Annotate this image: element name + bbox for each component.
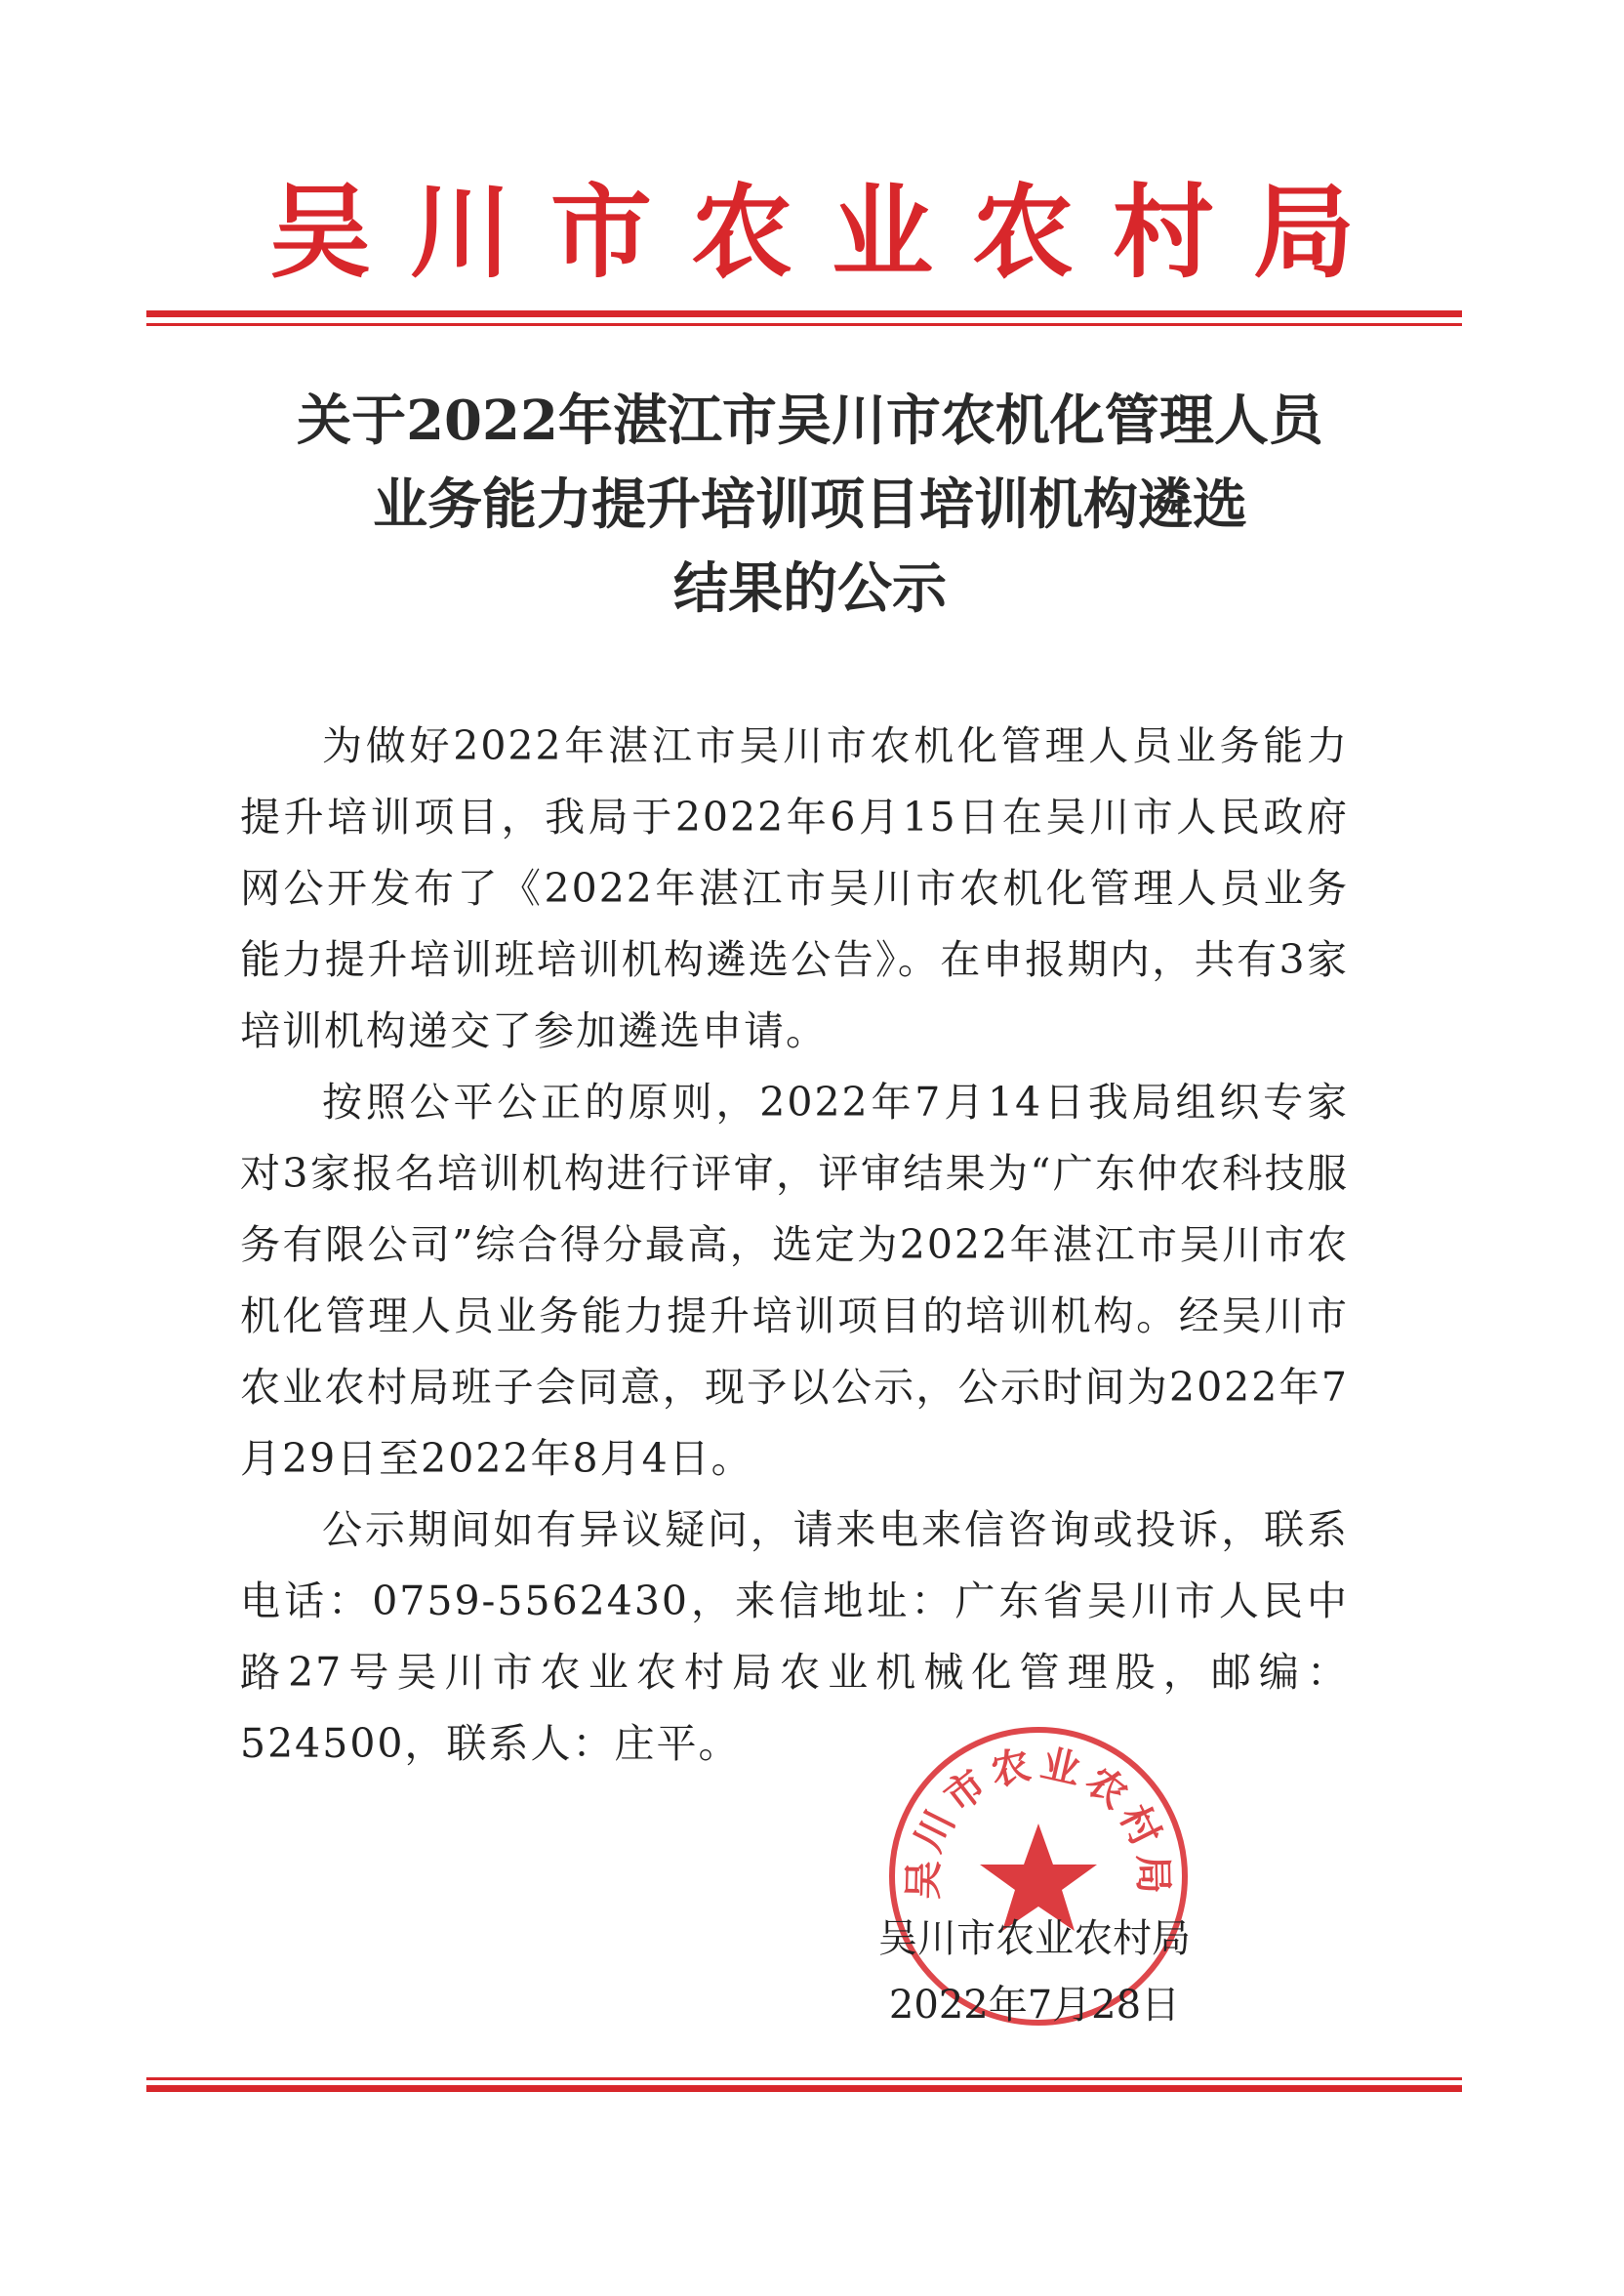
title-line-1: 关于2022年湛江市吴川市农机化管理人员: [297, 389, 1323, 453]
header-divider-thick: [146, 310, 1462, 317]
issuing-authority-header: 吴川市农业农村局: [268, 172, 1394, 292]
document-body: [240, 711, 1349, 1780]
body-paragraph-1: 为做好2022年湛江市吴川市农机化管理人员业务能力提升培训项目，我局于2022年6月15日在吴川市人民政府网公开发布了《2022年湛江市吴川市农机化管理人员业务能力提升培训班培训机构遴选公告》。在申报期内，共有3家培训机构递交了参加遴选申请。: [240, 722, 1349, 1054]
title-line-2: 业务能力提升培训项目培训机构遴选: [373, 472, 1247, 537]
header-divider-thin: [146, 323, 1462, 326]
document-title: [234, 379, 1386, 631]
signature-date: 2022年7月28日: [888, 1983, 1181, 2028]
signature-block: [830, 1906, 1239, 2038]
svg-text:吴川市农业农村局: 吴川市农业农村局: [900, 1740, 1177, 1901]
signature-org: 吴川市农业农村局: [878, 1916, 1191, 1961]
title-line-3: 结果的公示: [673, 556, 947, 621]
body-paragraph-2: 按照公平公正的原则，2022年7月14日我局组织专家对3家报名培训机构进行评审，评审结果为“广东仲农科技服务有限公司”综合得分最高，选定为2022年湛江市吴川市农机化管理人员业务能力提升培训项目的培训机构。经吴川市农业农村局班子会同意，现予以公示，公示时间为2022年7月29日至2022年8月4日。: [240, 1079, 1349, 1482]
footer-divider-thin: [146, 2077, 1462, 2080]
body-paragraph-3: 公示期间如有异议疑问，请来电来信咨询或投诉，联系电话：0759-5562430，来信地址：广东省吴川市人民中路27号吴川市农业农村局农业机械化管理股，邮编：524500，联系人：庄平。: [240, 1506, 1349, 1767]
footer-divider-thick: [146, 2085, 1462, 2092]
